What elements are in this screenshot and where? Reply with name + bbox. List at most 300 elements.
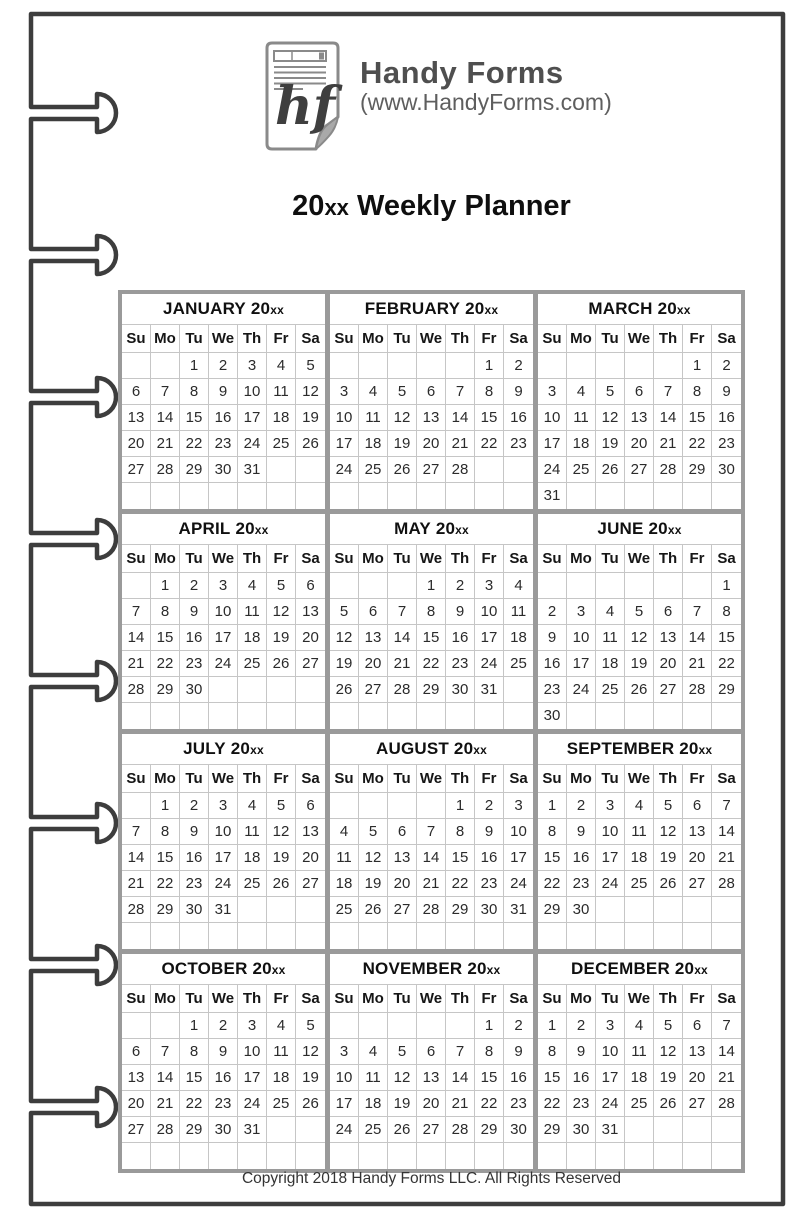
day-cell: 20: [359, 651, 388, 677]
day-cell: 2: [712, 353, 741, 379]
day-cell: 7: [446, 1039, 475, 1065]
hf-monogram: hf: [275, 76, 336, 137]
day-cell: 24: [538, 457, 567, 483]
day-cell: 29: [446, 897, 475, 923]
month-name: APRIL: [178, 519, 231, 538]
day-cell: 15: [538, 845, 567, 871]
weekday-label: Th: [446, 985, 475, 1013]
day-cell: 25: [596, 677, 625, 703]
weekday-header: [122, 545, 325, 573]
day-cell: 6: [296, 573, 325, 599]
weekday-label: Th: [238, 985, 267, 1013]
day-cell: [504, 1143, 533, 1169]
day-cell: 7: [122, 599, 151, 625]
day-cell: 12: [267, 599, 296, 625]
weekday-label: Tu: [180, 545, 209, 573]
month-year: 20: [674, 959, 695, 978]
brand-url: (www.HandyForms.com): [360, 89, 612, 115]
month-year-xx: xx: [486, 963, 501, 977]
day-cell: 12: [654, 819, 683, 845]
day-cell: 4: [359, 379, 388, 405]
day-cell: 4: [238, 573, 267, 599]
day-cell: 13: [359, 625, 388, 651]
day-cell: 22: [180, 431, 209, 457]
day-cell: 20: [683, 845, 712, 871]
day-cell: [538, 573, 567, 599]
weekday-label: Th: [654, 545, 683, 573]
day-cell: 24: [596, 871, 625, 897]
day-cell: [538, 353, 567, 379]
day-cell: 28: [417, 897, 446, 923]
day-cell: 21: [712, 1065, 741, 1091]
day-cell: 4: [625, 1013, 654, 1039]
day-cell: 5: [654, 793, 683, 819]
day-cell: 8: [712, 599, 741, 625]
day-cell: [359, 483, 388, 509]
day-cell: 12: [267, 819, 296, 845]
day-cell: [388, 483, 417, 509]
day-cell: 5: [267, 573, 296, 599]
day-cell: [209, 923, 238, 949]
day-cell: 19: [654, 845, 683, 871]
day-cell: 26: [330, 677, 359, 703]
day-cell: [267, 1117, 296, 1143]
day-cell: [122, 1013, 151, 1039]
day-cell: 3: [567, 599, 596, 625]
day-cell: 5: [296, 1013, 325, 1039]
weekday-label: Th: [446, 325, 475, 353]
day-cell: 28: [654, 457, 683, 483]
weekday-header: [538, 545, 741, 573]
weekday-label: We: [417, 545, 446, 573]
weekday-label: We: [209, 545, 238, 573]
day-cell: [267, 1143, 296, 1169]
day-cell: 14: [122, 845, 151, 871]
day-cell: 19: [359, 871, 388, 897]
day-cell: [296, 923, 325, 949]
day-cell: [238, 677, 267, 703]
day-cell: 17: [330, 431, 359, 457]
day-cell: 18: [330, 871, 359, 897]
day-cell: [683, 483, 712, 509]
month-name: JANUARY: [163, 299, 246, 318]
day-cell: 9: [504, 1039, 533, 1065]
day-cell: 19: [388, 431, 417, 457]
month-year: 20: [648, 519, 668, 538]
day-cell: 20: [296, 845, 325, 871]
day-cell: 14: [654, 405, 683, 431]
day-cell: [654, 923, 683, 949]
day-cell: 10: [504, 819, 533, 845]
day-cell: [267, 483, 296, 509]
day-cell: [209, 677, 238, 703]
day-cell: 16: [446, 625, 475, 651]
month-calendar: [538, 734, 741, 949]
day-cell: 8: [180, 1039, 209, 1065]
day-cell: 24: [238, 431, 267, 457]
day-cell: 28: [712, 1091, 741, 1117]
weekday-label: Sa: [296, 765, 325, 793]
day-cell: 22: [446, 871, 475, 897]
day-cell: 30: [209, 1117, 238, 1143]
day-cell: 25: [267, 1091, 296, 1117]
day-cell: 11: [238, 599, 267, 625]
day-cell: 10: [238, 379, 267, 405]
day-cell: [151, 703, 180, 729]
day-cell: 1: [683, 353, 712, 379]
weekday-label: Sa: [712, 985, 741, 1013]
day-cell: 18: [267, 1065, 296, 1091]
day-cell: 12: [596, 405, 625, 431]
day-cell: 12: [296, 1039, 325, 1065]
day-cell: 20: [122, 1091, 151, 1117]
day-cell: 31: [475, 677, 504, 703]
weekday-label: Tu: [596, 985, 625, 1013]
day-cell: 14: [712, 1039, 741, 1065]
day-cell: [330, 483, 359, 509]
month-year: 20: [679, 739, 699, 758]
day-cell: [504, 483, 533, 509]
copyright-line: Copyright 2018 Handy Forms LLC. All Rights Reserved: [241, 1170, 622, 1187]
day-cell: 9: [504, 379, 533, 405]
weekday-header: [122, 325, 325, 353]
day-cell: [446, 353, 475, 379]
month-calendar: [122, 514, 325, 729]
day-cell: 30: [209, 457, 238, 483]
day-cell: 24: [567, 677, 596, 703]
day-cell: 9: [712, 379, 741, 405]
day-cell: 24: [209, 871, 238, 897]
weekday-label: Mo: [567, 545, 596, 573]
day-cell: 9: [567, 1039, 596, 1065]
day-cell: 27: [417, 457, 446, 483]
weekday-label: Su: [330, 545, 359, 573]
day-cell: 18: [238, 625, 267, 651]
day-cell: 18: [504, 625, 533, 651]
day-cell: [683, 897, 712, 923]
day-cell: 9: [180, 819, 209, 845]
day-cell: 14: [151, 405, 180, 431]
month-year: 20: [435, 519, 456, 538]
day-cell: 6: [388, 819, 417, 845]
day-cell: 11: [625, 1039, 654, 1065]
day-cell: [388, 923, 417, 949]
day-cell: 10: [209, 819, 238, 845]
day-cell: 12: [359, 845, 388, 871]
day-cell: [712, 1143, 741, 1169]
logo-text: [360, 40, 612, 116]
day-cell: [122, 483, 151, 509]
day-cell: 22: [475, 1091, 504, 1117]
day-cell: 20: [388, 871, 417, 897]
day-cell: 25: [359, 1117, 388, 1143]
day-cell: 23: [209, 431, 238, 457]
day-cell: 17: [330, 1091, 359, 1117]
weekday-label: Th: [238, 765, 267, 793]
day-cell: 19: [654, 1065, 683, 1091]
weekday-label: Su: [538, 765, 567, 793]
day-cell: [654, 1117, 683, 1143]
day-cell: [596, 573, 625, 599]
day-cell: [151, 1143, 180, 1169]
month-name: NOVEMBER: [362, 959, 463, 978]
day-cell: 1: [538, 1013, 567, 1039]
day-cell: [504, 457, 533, 483]
year-calendar: [118, 290, 745, 1173]
day-cell: 6: [359, 599, 388, 625]
day-cell: [625, 703, 654, 729]
day-cell: 19: [267, 845, 296, 871]
weekday-label: Th: [238, 325, 267, 353]
day-cell: 5: [267, 793, 296, 819]
day-cell: 3: [238, 1013, 267, 1039]
day-cell: [567, 353, 596, 379]
weekday-label: Sa: [712, 765, 741, 793]
day-cell: 15: [417, 625, 446, 651]
day-cell: [567, 483, 596, 509]
day-cell: 26: [296, 431, 325, 457]
weekday-header: [330, 545, 533, 573]
day-cell: [359, 703, 388, 729]
day-cell: 2: [567, 793, 596, 819]
day-cell: 8: [151, 819, 180, 845]
title-year-xx: xx: [324, 195, 349, 220]
day-cell: [238, 1143, 267, 1169]
day-cell: [359, 1143, 388, 1169]
day-cell: [151, 483, 180, 509]
day-cell: [151, 923, 180, 949]
day-grid: [538, 573, 741, 729]
day-cell: 6: [296, 793, 325, 819]
weekday-label: Th: [446, 765, 475, 793]
weekday-label: Fr: [475, 985, 504, 1013]
weekday-label: Fr: [267, 545, 296, 573]
weekday-label: We: [417, 765, 446, 793]
day-cell: [267, 923, 296, 949]
day-cell: 30: [504, 1117, 533, 1143]
month-year: 20: [657, 299, 677, 318]
day-cell: 8: [538, 1039, 567, 1065]
title-text: Weekly Planner: [348, 190, 571, 222]
day-cell: 20: [417, 1091, 446, 1117]
day-cell: 10: [330, 1065, 359, 1091]
day-cell: 11: [596, 625, 625, 651]
day-cell: 18: [567, 431, 596, 457]
day-cell: 23: [567, 1091, 596, 1117]
month-year: 20: [467, 959, 487, 978]
day-cell: [359, 573, 388, 599]
day-cell: [712, 1117, 741, 1143]
day-cell: 8: [180, 379, 209, 405]
weekday-label: Fr: [683, 985, 712, 1013]
day-cell: 22: [180, 1091, 209, 1117]
month-year-xx: xx: [250, 743, 264, 757]
weekday-label: Sa: [296, 985, 325, 1013]
day-cell: [209, 1143, 238, 1169]
month-name: AUGUST: [376, 739, 449, 758]
day-cell: [180, 703, 209, 729]
day-cell: 21: [122, 651, 151, 677]
day-cell: 29: [538, 897, 567, 923]
day-cell: 8: [683, 379, 712, 405]
month-year-xx: xx: [676, 303, 691, 317]
day-cell: 16: [209, 405, 238, 431]
weekday-label: We: [625, 545, 654, 573]
day-cell: 20: [417, 431, 446, 457]
day-cell: 14: [683, 625, 712, 651]
day-cell: 24: [209, 651, 238, 677]
month-year-xx: xx: [667, 523, 682, 537]
weekday-label: Fr: [683, 765, 712, 793]
day-cell: 18: [359, 431, 388, 457]
weekday-label: Su: [330, 985, 359, 1013]
day-cell: [122, 353, 151, 379]
day-cell: 8: [475, 1039, 504, 1065]
day-cell: 11: [359, 405, 388, 431]
day-cell: 27: [683, 871, 712, 897]
day-cell: 1: [475, 353, 504, 379]
day-cell: 21: [151, 1091, 180, 1117]
day-cell: 23: [446, 651, 475, 677]
weekday-label: Sa: [504, 765, 533, 793]
day-cell: 14: [388, 625, 417, 651]
weekday-label: Mo: [359, 545, 388, 573]
day-cell: [712, 923, 741, 949]
day-cell: 25: [238, 871, 267, 897]
day-cell: 14: [446, 405, 475, 431]
day-cell: 22: [151, 651, 180, 677]
weekday-label: We: [209, 985, 238, 1013]
weekday-label: Fr: [683, 325, 712, 353]
day-cell: 10: [567, 625, 596, 651]
weekday-label: Mo: [359, 325, 388, 353]
day-cell: [596, 1143, 625, 1169]
day-cell: 21: [446, 431, 475, 457]
day-cell: 16: [180, 845, 209, 871]
day-cell: 15: [475, 1065, 504, 1091]
month-calendar: [330, 734, 533, 949]
day-cell: [446, 1013, 475, 1039]
weekday-label: Tu: [596, 325, 625, 353]
day-cell: [654, 1143, 683, 1169]
day-cell: 2: [209, 1013, 238, 1039]
day-cell: [446, 1143, 475, 1169]
day-cell: 10: [538, 405, 567, 431]
day-cell: 19: [267, 625, 296, 651]
day-cell: [388, 1013, 417, 1039]
day-cell: [567, 703, 596, 729]
day-grid: [330, 573, 533, 729]
day-cell: [151, 353, 180, 379]
day-cell: 22: [683, 431, 712, 457]
day-cell: [625, 353, 654, 379]
day-cell: 20: [122, 431, 151, 457]
day-cell: 7: [151, 1039, 180, 1065]
month-calendar: [122, 294, 325, 509]
day-cell: 17: [209, 625, 238, 651]
day-cell: 3: [330, 379, 359, 405]
day-cell: 2: [504, 353, 533, 379]
day-cell: 19: [596, 431, 625, 457]
day-cell: [122, 573, 151, 599]
month-year: 20: [252, 959, 272, 978]
day-cell: 3: [330, 1039, 359, 1065]
day-cell: 16: [504, 405, 533, 431]
day-cell: 6: [122, 1039, 151, 1065]
month-year-xx: xx: [254, 523, 269, 537]
day-cell: 13: [296, 599, 325, 625]
day-cell: 13: [417, 405, 446, 431]
day-cell: 29: [417, 677, 446, 703]
day-cell: 8: [446, 819, 475, 845]
weekday-label: Sa: [296, 325, 325, 353]
day-cell: [359, 793, 388, 819]
day-cell: [446, 703, 475, 729]
day-cell: [475, 703, 504, 729]
day-cell: [538, 1143, 567, 1169]
day-cell: 23: [180, 871, 209, 897]
day-cell: 13: [417, 1065, 446, 1091]
day-cell: 27: [296, 651, 325, 677]
day-cell: 13: [683, 819, 712, 845]
day-cell: 16: [504, 1065, 533, 1091]
day-cell: 25: [504, 651, 533, 677]
day-cell: 7: [654, 379, 683, 405]
day-cell: 11: [359, 1065, 388, 1091]
month-calendar: [122, 734, 325, 949]
day-cell: 22: [712, 651, 741, 677]
day-cell: 13: [122, 1065, 151, 1091]
month-year-xx: xx: [473, 743, 487, 757]
day-cell: 28: [446, 1117, 475, 1143]
day-grid: [538, 793, 741, 949]
day-cell: 8: [475, 379, 504, 405]
day-grid: [122, 573, 325, 729]
day-cell: 3: [596, 793, 625, 819]
day-cell: 15: [151, 845, 180, 871]
weekday-label: Tu: [596, 765, 625, 793]
day-cell: 16: [475, 845, 504, 871]
day-cell: 30: [180, 897, 209, 923]
day-cell: [417, 483, 446, 509]
day-cell: 13: [296, 819, 325, 845]
day-cell: [330, 703, 359, 729]
day-cell: [654, 897, 683, 923]
day-cell: 15: [475, 405, 504, 431]
day-cell: 4: [267, 353, 296, 379]
day-cell: [417, 923, 446, 949]
day-cell: [683, 703, 712, 729]
day-cell: 16: [712, 405, 741, 431]
day-cell: 31: [238, 457, 267, 483]
day-cell: 2: [567, 1013, 596, 1039]
day-cell: [151, 1013, 180, 1039]
day-cell: 19: [296, 1065, 325, 1091]
day-cell: [238, 923, 267, 949]
month-name: DECEMBER: [571, 959, 670, 978]
day-cell: [330, 923, 359, 949]
day-cell: 1: [712, 573, 741, 599]
day-cell: [417, 703, 446, 729]
day-cell: [596, 923, 625, 949]
weekday-label: Sa: [712, 325, 741, 353]
day-cell: 15: [180, 405, 209, 431]
day-cell: 21: [683, 651, 712, 677]
day-cell: [475, 457, 504, 483]
day-cell: 26: [267, 871, 296, 897]
day-cell: [296, 483, 325, 509]
day-cell: 14: [712, 819, 741, 845]
